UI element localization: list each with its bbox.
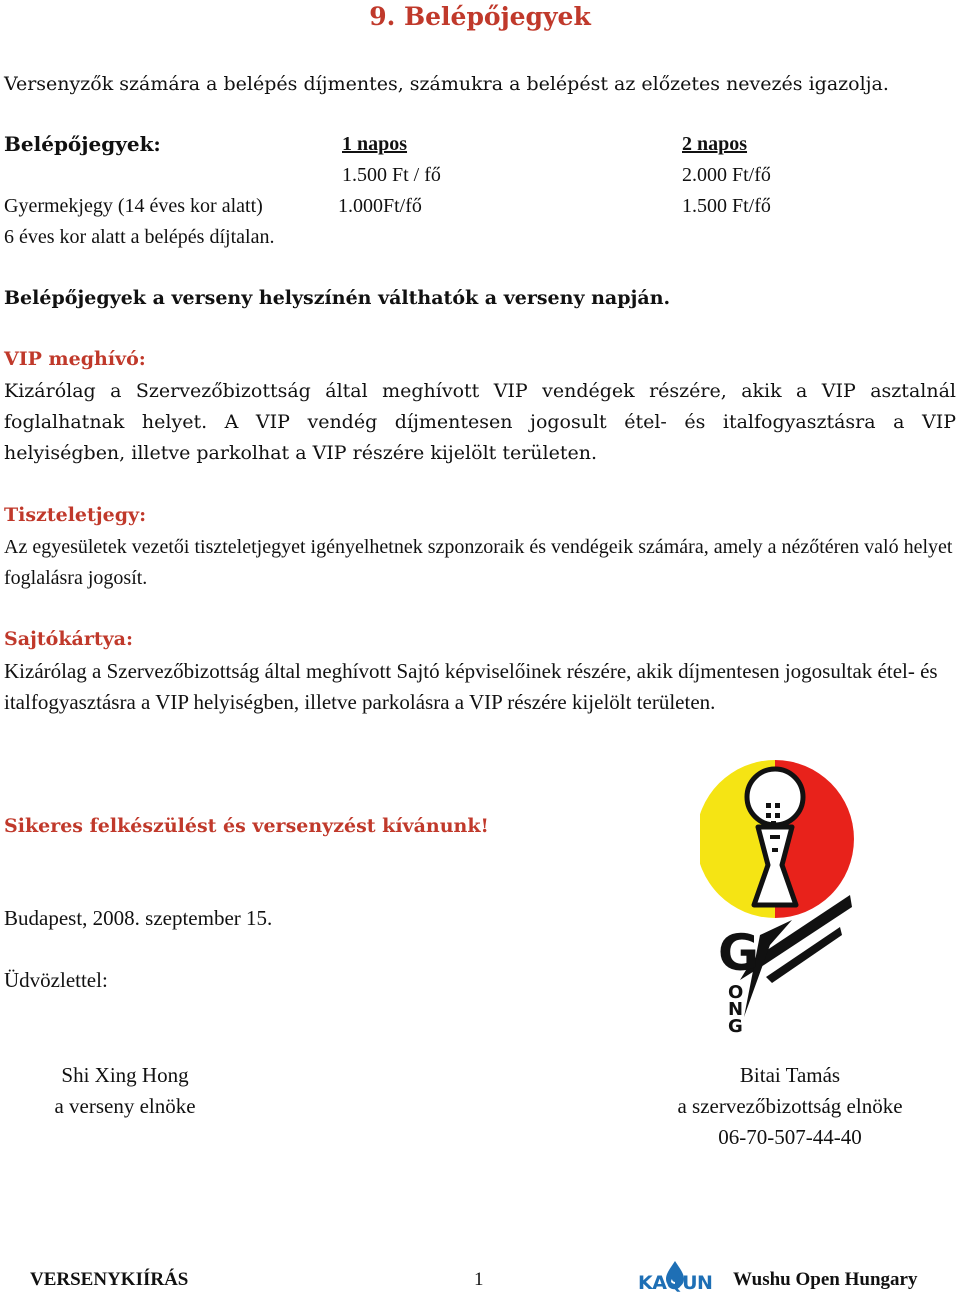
- gong-letter-o: O: [728, 982, 744, 1003]
- press-card-text: Kizárólag a Szervezőbizottság által meghívott Sajtó képviselőinek részére, akik díjmentesen jogosultak étel- és italfogyasztásra a VIP helyiségben, illetve parkolásra a VIP részére kijelölt területen.: [4, 659, 938, 714]
- gong-logo: [700, 755, 865, 1040]
- free-entry-note: 6 éves kor alatt a belépés díjtalan.: [4, 226, 275, 248]
- honor-ticket-text: Az egyesületek vezetői tiszteletjegyet igényelhetnek szponzoraik és vendégeik számára, amely a nézőtéren való helyet foglalásra jogosít.: [4, 536, 953, 589]
- signer2-role: a szervezőbizottság elnöke: [677, 1094, 903, 1118]
- signer2-name: Bitai Tamás: [739, 1063, 841, 1087]
- gong-letter-n: N: [728, 999, 744, 1020]
- signer1-role: a verseny elnöke: [54, 1094, 196, 1118]
- two-day-header: 2 napos: [682, 133, 748, 155]
- tickets-label: Belépőjegyek:: [4, 132, 161, 156]
- child-one-day-price: 1.000Ft/fő: [338, 195, 422, 217]
- gong-letter-g: G: [718, 924, 760, 982]
- closing-wish: Sikeres felkészülést és versenyzést kívánunk!: [4, 815, 489, 837]
- honor-ticket-heading: Tiszteletjegy:: [4, 504, 147, 526]
- child-two-day-price: 1.500 Ft/fő: [682, 195, 771, 217]
- signer1-name: Shi Xing Hong: [61, 1063, 189, 1087]
- onsite-purchase-note: Belépőjegyek a verseny helyszínén válthatók a verseny napján.: [4, 287, 671, 309]
- press-card-heading: Sajtókártya:: [4, 628, 133, 650]
- one-day-header: 1 napos: [342, 133, 408, 155]
- vip-heading: VIP meghívó:: [4, 348, 146, 370]
- intro-text: Versenyzők számára a belépés díjmentes, számukra a belépést az előzetes nevezés igazolja.: [4, 73, 889, 95]
- page-number: 1: [474, 1269, 484, 1290]
- kaqun-logo: [636, 1258, 714, 1298]
- place-date: Budapest, 2008. szeptember 15.: [4, 906, 273, 930]
- signer2-phone: 06-70-507-44-40: [718, 1125, 862, 1149]
- child-ticket-label: Gyermekjegy (14 éves kor alatt): [4, 195, 263, 217]
- adult-one-day-price: 1.500 Ft / fő: [342, 164, 441, 186]
- greeting: Üdvözlettel:: [4, 968, 108, 992]
- footer-right-label: Wushu Open Hungary: [733, 1269, 918, 1290]
- page-title: 9. Belépőjegyek: [369, 2, 591, 31]
- vip-text: Kizárólag a Szervezőbizottság által meghívott VIP vendégek részére, akik a VIP asztalnál foglalhatnak helyet. A VIP vendég díjmentesen jogosult étel- és italfogyasztásra a VIP helyiségben, illetve parkolhat a VIP részére kijelölt területen.: [4, 380, 956, 464]
- kaqun-wordmark: KAQUN: [638, 1272, 713, 1294]
- gong-letter-g2: G: [728, 1016, 743, 1037]
- adult-two-day-price: 2.000 Ft/fő: [682, 164, 771, 186]
- footer-left-label: VERSENYKIÍRÁS: [30, 1269, 189, 1290]
